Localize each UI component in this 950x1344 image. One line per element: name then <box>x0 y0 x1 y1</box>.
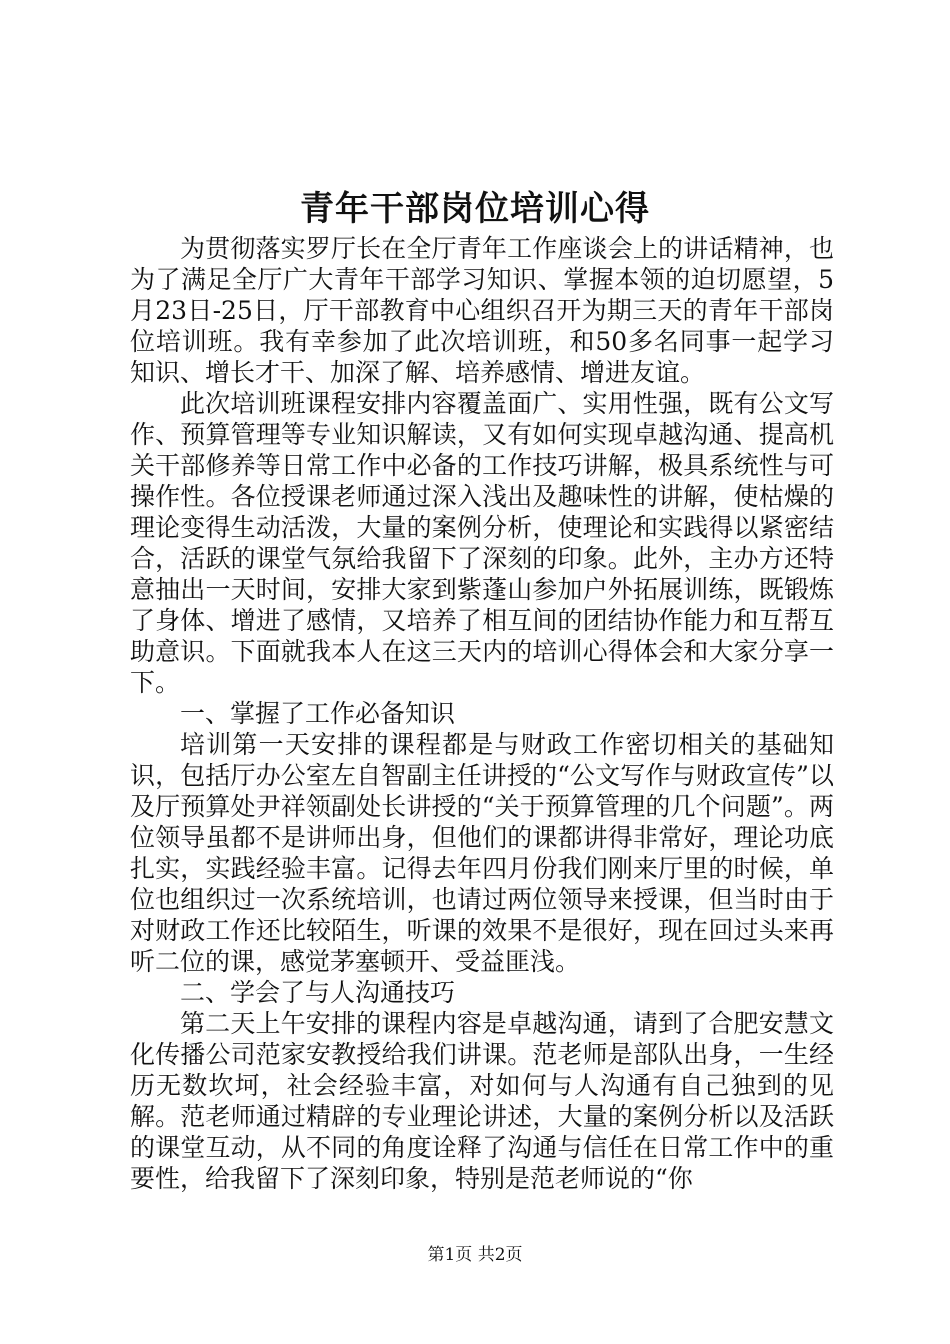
document-body <box>130 233 834 1194</box>
section-heading-1: 一、掌握了工作必备知识 <box>180 699 456 728</box>
page-footer: 第1页 共2页 <box>427 1245 523 1265</box>
paragraph-section-2: 第二天上午安排的课程内容是卓越沟通，请到了合肥安慧文化传播公司范家安教授给我们讲课。范老师是部队出身，一生经历无数坎坷，社会经验丰富，对如何与人沟通有自己独到的见解。范老师通过精辟的专业理论讲述，大量的案例分析以及活跃的课堂互动，从不同的角度诠释了沟通与信任在日常工作中的重要性，给我留下了深刻印象，特别是范老师说的“你 <box>130 1009 834 1193</box>
paragraph-section-1: 培训第一天安排的课程都是与财政工作密切相关的基础知识，包括厅办公室左自智副主任讲授的“公文写作与财政宣传”以及厅预算处尹祥领副处长讲授的“关于预算管理的几个问题”。两位领导虽都不是讲师出身，但他们的课都讲得非常好，理论功底扎实，实践经验丰富。记得去年四月份我们刚来厅里的时候，单位也组织过一次系统培训，也请过两位领导来授课，但当时由于对财政工作还比较陌生，听课的效果不是很好，现在回过头来再听二位的课，感觉茅塞顿开、受益匪浅。 <box>130 730 834 976</box>
section-heading-2: 二、学会了与人沟通技巧 <box>180 978 456 1007</box>
paragraph-intro: 为贯彻落实罗厅长在全厅青年工作座谈会上的讲话精神，也为了满足全厅广大青年干部学习知识、掌握本领的迫切愿望，5月23日-25日，厅干部教育中心组织召开为期三天的青年干部岗位培训班。我有幸参加了此次培训班，和50多名同事一起学习知识、增长才干、加深了解、培养感情、增进友谊。 <box>130 234 834 387</box>
page-title: 青年干部岗位培训心得 <box>300 189 650 229</box>
paragraph-overview: 此次培训班课程安排内容覆盖面广、实用性强，既有公文写作、预算管理等专业知识解读，又有如何实现卓越沟通、提高机关干部修养等日常工作中必备的工作技巧讲解，极具系统性与可操作性。各位授课老师通过深入浅出及趣味性的讲解，使枯燥的理论变得生动活泼，大量的案例分析，使理论和实践得以紧密结合，活跃的课堂气氛给我留下了深刻的印象。此外，主办方还特意抽出一天时间，安排大家到紫蓬山参加户外拓展训练，既锻炼了身体、增进了感情，又培养了相互间的团结协作能力和互帮互助意识。下面就我本人在这三天内的培训心得体会和大家分享一下。 <box>130 389 834 697</box>
